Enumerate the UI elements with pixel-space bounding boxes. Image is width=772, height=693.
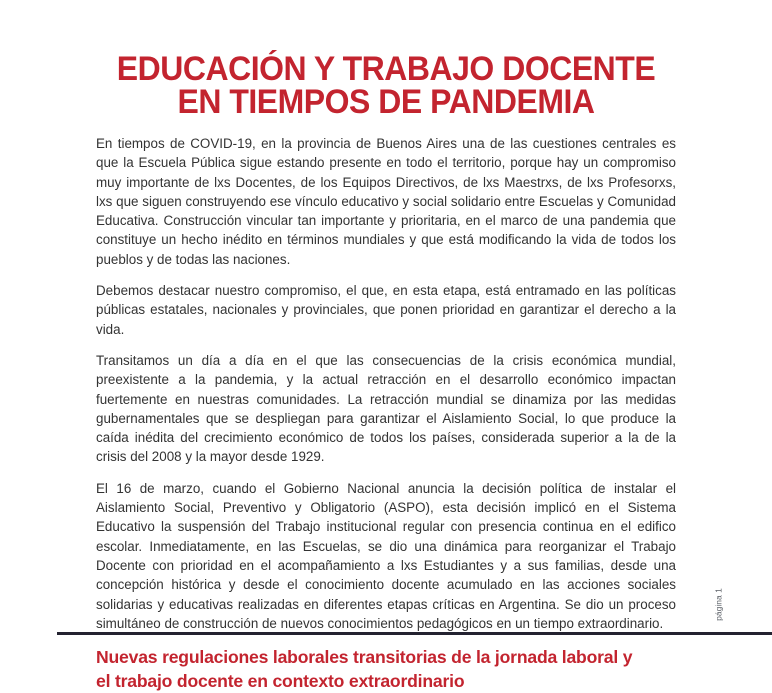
footer-accent-bar <box>57 632 772 635</box>
body-text-block <box>96 134 676 693</box>
page-title-line1: EDUCACIÓN Y TRABAJO DOCENTE <box>116 50 656 88</box>
body-paragraph: El 16 de marzo, cuando el Gobierno Nacional anuncia la decisión política de instalar el Aislamiento Social, Preventivo y Obligatorio (ASPO), esta decisión implicó en el Sistema Educativo la suspensión del Trabajo institucional regular con presencia continua en el edifico escolar. Inmediatamente, en las Escuelas, se dio una dinámica para reorganizar el Trabajo Docente con prioridad en el acompañamiento a lxs Estudiantes y a sus familias, desde una concepción histórica y desde el conocimiento docente acumulado en las acciones sociales solidarias y educativas realizadas en diferentes etapas críticas en Argentina. Se dio un proceso simultáneo de construcción de nuevos conocimientos pedagógicos en un tiempo extraordinario. <box>96 480 676 631</box>
body-paragraph: Debemos destacar nuestro compromiso, el que, en esta etapa, está entramado en las políticas públicas estatales, nacionales y provinciales, que ponen prioridad en garantizar el derecho a la vida. <box>96 283 676 337</box>
page-title-line2: EN TIEMPOS DE PANDEMIA <box>177 83 595 121</box>
page-title <box>23 0 749 119</box>
page-number-label: página 1 <box>713 588 724 621</box>
section-heading-line2: el trabajo docente en contexto extraordinario <box>96 671 465 692</box>
section-heading <box>96 645 676 693</box>
section-heading-line1: Nuevas regulaciones laborales transitorias de la jornada laboral y <box>96 647 633 668</box>
body-paragraph: Transitamos un día a día en el que las consecuencias de la crisis económica mundial, preexistente a la pandemia, y la actual retracción en el desarrollo económico impactan fuertemente en nuestras comunidades. La retracción mundial se dinamiza por las medidas gubernamentales que se despliegan para garantizar el Aislamiento Social, lo que produce la caída inédita del crecimiento económico de todos los países, considerada superior a la de la crisis del 2008 y la mayor desde 1929. <box>96 352 676 465</box>
body-paragraph: En tiempos de COVID-19, en la provincia de Buenos Aires una de las cuestiones centrales es que la Escuela Pública sigue estando presente en todo el territorio, porque hay un compromiso muy importante de lxs Docentes, de los Equipos Directivos, de lxs Maestrxs, de lxs Profesorxs, lxs que siguen construyendo ese vínculo educativo y social solidario entre Escuelas y Comunidad Educativa. Construcción vincular tan importante y prioritaria, en el marco de una pandemia que constituye un hecho inédito en términos mundiales y que está modificando la vida de todos los pueblos y de todas las naciones. <box>96 136 676 267</box>
